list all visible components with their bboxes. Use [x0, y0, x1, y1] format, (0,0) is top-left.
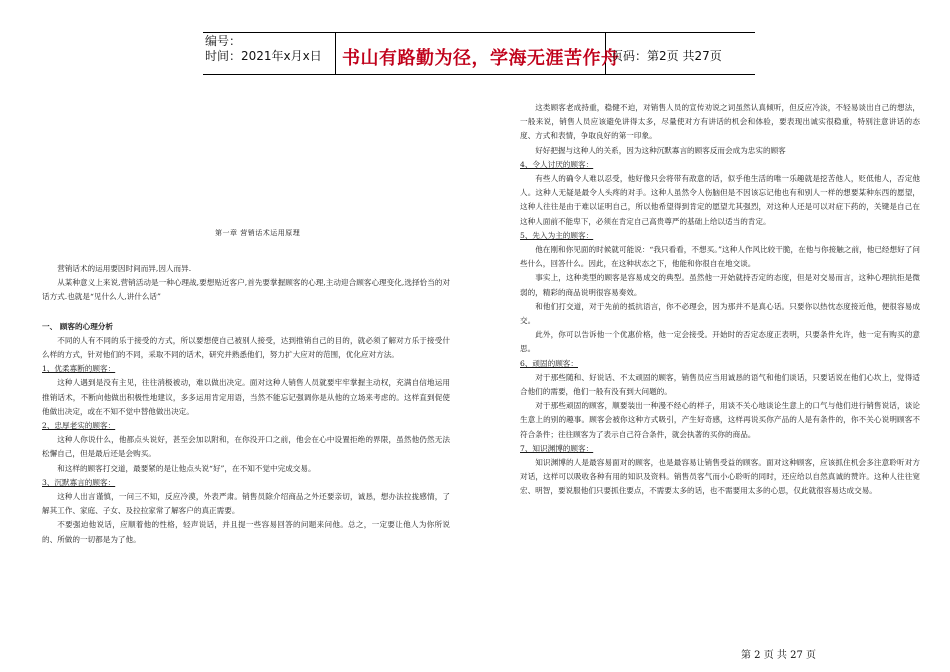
heading-6-text: 6、顽固的顾客：	[520, 358, 578, 368]
paragraph-2a: 这种人你说什么，他都点头说好，甚至会加以附和，在你没开口之前，他会在心中设置拒绝的界限，虽然他仍然无法松懈自己，但是最后还是会购买。	[42, 435, 450, 459]
heading-5-text: 5、先入为主的顾客：	[520, 230, 594, 240]
paragraph-5b: 事实上，这种类型的顾客是容易成交的典型。虽然他一开始就持否定的态度，但是对交易而言，这种心理抗拒是微弱的，精彩的商品说明很容易奏效。	[520, 273, 920, 297]
paragraph-1: 这种人遇到是没有主见，往往消极被动，难以做出决定。面对这种人销售人员就要牢牢掌握主动权，充满自信地运用推销话术，不断向他做出积极性地建议，多多运用肯定用语，当然不能忘记强调你是从他的立场来考虑的。这样直到促使他做出决定，或在不知不觉中替他做出决定。	[42, 378, 450, 416]
heading-4-text: 4、令人讨厌的顾客：	[520, 159, 594, 169]
heading-2	[42, 419, 450, 433]
heading-6	[520, 357, 920, 371]
intro-line-1: 营销话术的运用要因时间而异,因人而异.	[57, 264, 192, 273]
header-divider-left	[335, 32, 336, 74]
heading-2-text: 2、忠厚老实的顾客：	[42, 421, 116, 431]
number-label: 编号：	[205, 34, 242, 48]
intro-paragraph: 从某种意义上来说,营销活动是一种心理战,要想贴近客户,首先要掌握顾客的心理,主动迎合顾客心理变化,选择恰当的对话方式.也就是“见什么人,讲什么话”	[42, 278, 450, 302]
heading-1	[42, 362, 450, 376]
paragraph-5a: 他在刚和你见面的时候就可能说：“我只看看，不想买。”这种人作风比较干脆，在他与你接触之前，他已经想好了问些什么，回答什么。因此，在这种状态之下，他能和你很自在地交谈。	[520, 245, 920, 269]
paragraph-3a: 这种人出言谨慎，一问三不知，反应冷漠，外表严肃。销售员除介绍商品之外还要亲切，诚恳，想办法拉拢感情，了解其工作、家庭、子女、及拉拉家常了解客户的真正需要。	[42, 492, 450, 516]
right-column	[520, 101, 920, 499]
paragraph-5c: 和他们打交道，对于先前的抵抗语言，你不必理会，因为那并不是真心话。只要你以热忱态度接近他，便很容易成交。	[520, 301, 920, 326]
header-bottom-rule	[203, 74, 755, 75]
paragraph-r2: 好好把握与这种人的关系，因为这种沉默寡言的顾客反而会成为忠实的顾客	[535, 145, 786, 155]
section-heading: 一、 顾客的心理分析	[42, 321, 113, 331]
page-footer: 第 2 页 共 27 页	[741, 650, 816, 661]
heading-4	[520, 158, 920, 172]
heading-5	[520, 229, 920, 243]
heading-3-text: 3、沉默寡言的顾客：	[42, 477, 116, 487]
heading-7-text: 7、知识渊博的顾客：	[520, 443, 594, 453]
paragraph-3b: 不要强迫他说话，应顺着他的性格，轻声说话，并且提一些容易回答的问题来问他。总之，一定要让他人为你所说的、所做的一切都是为了他。	[42, 520, 450, 544]
section-body: 不同的人有不同的乐于接受的方式，所以要想使自己被别人接受，达到推销自己的目的，就必须了解对方乐于接受什么样的方式，针对他们的不同，采取不同的话术，研究并熟悉他们，努力扩大应对的范围，优化应对方法。	[42, 335, 450, 360]
chapter-title: 第一章 营销话术运用原理	[215, 229, 301, 237]
paragraph-2b: 和这样的顾客打交道，最要紧的是让他点头说“好”，在不知不觉中完成交易。	[57, 463, 316, 473]
motto: 书山有路勤为径，学海无涯苦作舟	[342, 48, 620, 69]
heading-7	[520, 442, 920, 456]
time-label: 时间：2021年x月x日	[205, 49, 322, 63]
heading-3	[42, 476, 450, 490]
header-top-rule	[203, 32, 755, 33]
paragraph-7: 知识渊博的人是最容易面对的顾客，也是最容易让销售受益的顾客。面对这种顾客，应该抓住机会多注意聆听对方对话，这样可以吸收各种有用的知识及资料。销售员客气而小心聆听的同时，还应给以自然真诚的赞许。这种人往往宽宏、明智，要说服他们只要抓住要点，不需要太多的话，也不需要用太多的心思，仅此就很容易达成交易。	[520, 458, 920, 496]
paragraph-6a: 对于那些随和、好说话、不太顽固的顾客，销售员应当用诚恳的语气和他们谈话，只要话说在他们心坎上，觉得适合他们的需要，他们一般有没有到大问题的。	[520, 372, 920, 397]
paragraph-6b: 对于那些顽固的顾客，顺要装出一种漫不经心的样子，用谈不关心地谈论生意上的口气与他们进行销售说话，谈论生意上的别的趣事。顾客会被你这种方式吸引，产生好奇感，这样再说买你产品的人是有条件的，你不关心说明顾客不符合条件；往往顾客为了表示自己符合条件，就会执著的买你的商品。	[520, 401, 920, 439]
paragraph-4: 有些人的确令人难以忍受，他好像只会将带有敌意的话，似乎他生活的唯一乐趣就是挖苦他人，贬低他人，否定他人。这种人无疑是最令人头疼的对手。这种人虽然令人伤脑但是不因该忘记他也有和别人一样的想要某种东西的愿望，这种人往往是由于难以证明自己，所以他希望得到肯定的愿望尤其强烈，对这种人还是可以对症下药的，关键是自己在这种人面前不能卑下，必须在肯定自己高贵尊严的基础上给以适当的肯定。	[520, 174, 920, 226]
paragraph-5d: 此外，你可以告诉他一个优惠价格，他一定会接受。开始时的否定态度正表明，只要条件允许，他一定有购买的意思。	[520, 330, 920, 354]
left-column	[42, 262, 450, 547]
paragraph-r1: 这类顾客老成持重，稳健不迫，对销售人员的宣传劝说之词虽然认真倾听，但反应冷淡，不轻易谈出自己的想法，一般来说，销售人员应该避免讲得太多，尽量使对方有讲话的机会和体验，要表现出诚实很稳重，特别注意讲话的态度、方式和表情，争取良好的第一印象。	[520, 103, 920, 141]
page-label: 页码：第2页 共27页	[611, 49, 722, 63]
heading-1-text: 1、优柔寡断的顾客：	[42, 364, 116, 374]
